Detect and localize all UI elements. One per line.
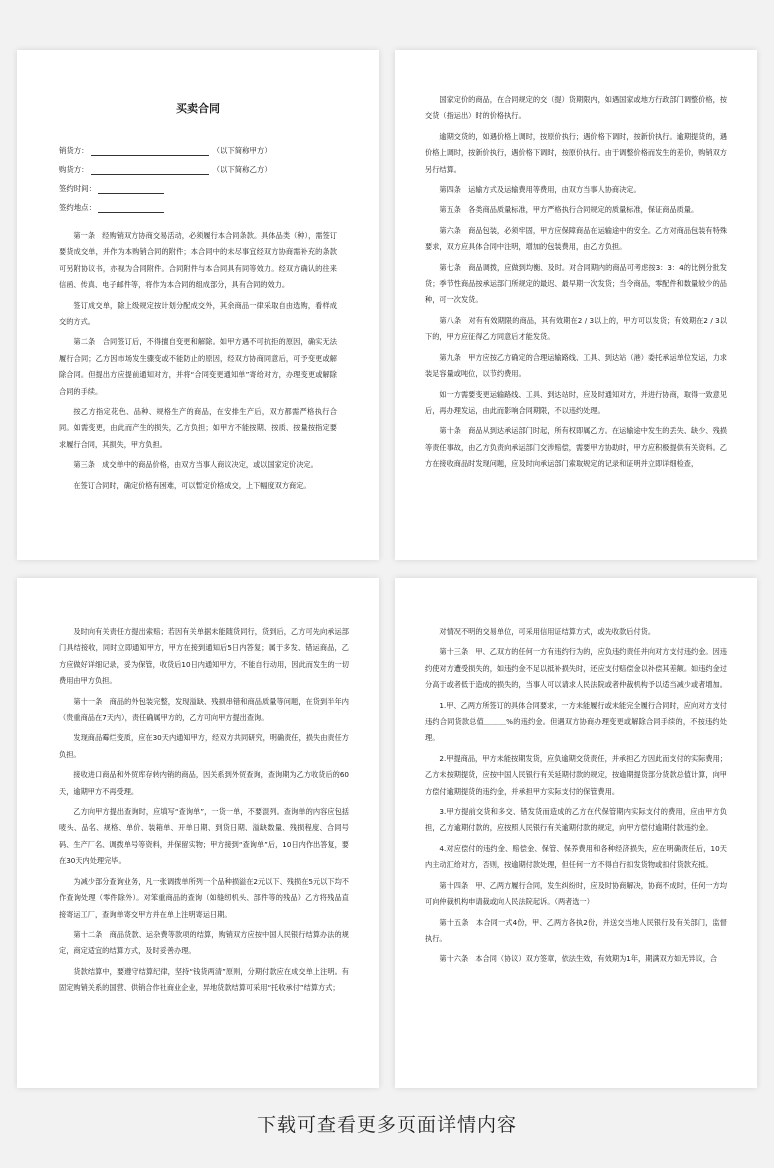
contract-paragraph: 第十五条 本合同一式4份，甲、乙两方各执2份，并送交当地人民银行及有关部门，监督执行。 [425,917,727,943]
contract-paragraph: 第十三条 甲、乙双方的任何一方有违约行为的，应负违约责任并向对方支付违约金。因违约使对方遭受损失的，如违约金不足以抵补损失时，还应支付赔偿金以补偿其差额。如违约金过分高于或者低于造成的损失的，当事人可以请求人民法院或者仲裁机构予以适当减少或者增加。 [425,647,727,690]
contract-paragraph: 2.甲提商品，甲方未能按期发货，应负逾期交货责任，并承担乙方因此而支付的实际费用；乙方未按期提货，应按中国人民银行有关延期付款的规定，按逾期提货部分货款总值计算，向甲方偿付逾期提货的违约金，并承担甲方实际支付的保管费用。 [425,753,727,796]
seller-blank-line [91,147,209,156]
contract-paragraph: 如一方需要变更运输路线、工具、到达站时，应及时通知对方，并进行协商，取得一致意见后，再办理发运，由此而影响合同期限，不以违约处理。 [425,389,727,415]
contract-paragraph: 第七条 商品调拨，应做到均衡、及时。对合同期内的商品可考虑按3：3：4的比例分批发货；季节性商品按承运部门所规定的最迟、最早期一次发货；当令商品，零配件和数量较少的品种，可一次发货。 [425,262,727,305]
signing-place-blank-line [98,204,164,213]
page2-body [425,92,727,473]
contract-paragraph: 及时向有关责任方提出索赔；若因有关单据未能随货同行，货到后，乙方可先向承运部门具结接收，同时立即通知甲方，甲方在接到通知后5日内答复；属于多发、错运商品，乙方应做好详细记录，妥为保管，收货后10日内通知甲方，不能自行动用，因此而发生的一切费用由甲方负担。 [59,627,349,686]
contract-paragraph: 1.甲、乙两方所签订的具体合同要求，一方未能履行或未能完全履行合同时，应向对方支付违约合同货款总值＿＿＿%的违约金。但遇双方协商办理变更或解除合同手续的，不按违约处理。 [425,700,727,743]
contract-paragraph: 为减少部分查询业务，凡一张调拨单所列一个品种损溢在2元以下、残损在5元以下均不作查询处理（零件除外）。对笨重商品的查询（如缝纫机头、部件等的残品）乙方将残品直接寄运工厂，查询单寄交甲方并在单上注明寄运日期。 [59,876,349,919]
contract-paragraph: 第五条 各类商品质量标准，甲方严格执行合同规定的质量标准，保证商品质量。 [439,205,699,215]
contract-paragraph: 第十一条 商品的外包装完整，发现溢缺、残损串错和商品质量等问题，在货到半年内（贵重商品在7天内），责任确属甲方的，乙方可向甲方提出查询。 [59,696,349,723]
contract-paragraph: 第十六条 本合同（协议）双方签章，依法生效，有效期为1年，期满双方如无异议，合 [439,954,718,964]
contract-page-1 [17,50,379,560]
contract-paragraph: 第二条 合同签订后，不得擅自变更和解除。如甲方遇不可抗拒的原因，确实无法履行合同；乙方因市场发生骤变或不能防止的原因，经双方协商同意后，可予变更或解除合同。但提出方应提前通知对方，并将“合同变更通知单”寄给对方，办理变更或解除合同的手续。 [59,337,337,396]
contract-paragraph: 签订成交单，除上级规定按计划分配成交外，其余商品一律采取自由选购，看样成交的方式。 [59,300,337,327]
seller-field [59,146,337,156]
contract-page-4 [395,578,757,1088]
signing-place-field [59,203,337,213]
buyer-suffix: （以下简称乙方） [212,165,272,174]
page4-body [425,624,727,968]
buyer-field [59,165,337,175]
contract-paragraph: 乙方向甲方提出查询时，应填写“查询单”，一货一单，不要混列。查询单的内容应包括唛头、品名、规格、单价、装箱单、开单日期、到货日期、溢缺数量、残损程度、合同号码、生产厂名、调拨单号等资料，并保留实物；甲方接到“查询单”后，10日内作出答复，要在30天内处理完毕。 [59,807,349,866]
contract-page-3 [17,578,379,1088]
buyer-label: 购货方： [59,165,89,174]
contract-paragraph: 4.对应偿付的违约金、赔偿金、保管、保养费用和各种经济损失，应在明确责任后，10天内主动汇给对方，否则，按逾期付款处理，但任何一方不得自行扣发货物或扣付货款充抵。 [425,843,727,870]
contract-paragraph: 发现商品霉烂变质，应在30天内通知甲方，经双方共同研究，明确责任，损失由责任方负担。 [59,733,349,759]
signing-time-blank-line [98,185,164,194]
signing-place-label: 签约地点： [59,203,96,212]
signing-time-label: 签约时间： [59,184,96,193]
download-more-caption[interactable]: 下载可查看更多页面详情内容 [256,1114,517,1136]
contract-paragraph: 第十二条 商品货款、运杂费等款项的结算，购销双方应按中国人民银行结算办法的规定，商定适宜的结算方式，及时妥善办理。 [59,929,349,956]
contract-paragraph: 第三条 成交单中的商品价格，由双方当事人商议决定，或以国家定价决定。 [73,460,318,470]
party-fields [59,146,337,213]
contract-paragraph: 第十条 商品从到达承运部门时起，所有权即属乙方。在运输途中发生的丢失、缺少、残损等责任事故，由乙方负责向承运部门交涉赔偿，需要甲方协助时，甲方应积极提供有关资料。乙方在接收商品时发现问题，应及时向承运部门索取规定的记录和证明并立即详细检查， [425,426,727,469]
seller-label: 销货方： [59,146,89,155]
seller-suffix: （以下简称甲方） [212,146,272,155]
contract-paragraph: 第四条 运输方式及运输费用等费用，由双方当事人协商决定。 [439,185,641,195]
contract-paragraph: 对情况不明的交易单位，可采用信用证结算方式，或先收款后付货。 [439,627,656,636]
page3-body [59,624,349,997]
contract-paragraph: 第六条 商品包装，必须牢固，甲方应保障商品在运输途中的安全。乙方对商品包装有特殊要求，双方应具体合同中注明，增加的包装费用，由乙方负担。 [425,225,727,252]
contract-paragraph: 货款结算中，要遵守结算纪律，坚持“钱货两清”原则，分期付款应在成交单上注明。有固定购销关系的国营、供销合作社商业企业，异地货款结算可采用“托收承付”结算方式； [59,966,349,993]
document-title: 买卖合同 [176,102,220,115]
contract-paragraph: 3.甲方提前交货和多交、错发货而造成的乙方在代保管期内实际支付的费用，应由甲方负担，乙方逾期付款的，应按照人民银行有关逾期付款的规定，向甲方偿付逾期付款违约金。 [425,807,727,833]
contract-paragraph: 第十四条 甲、乙两方履行合同，发生纠纷时，应及时协商解决，协商不成时，任何一方均可向仲裁机构申请裁或向人民法院起诉。（两者选一） [425,880,727,907]
contract-paragraph: 第九条 甲方应按乙方确定的合理运输路线、工具、到达站（港）委托承运单位发运，力求装足容量或吨位，以节约费用。 [425,352,727,379]
contract-paragraph: 接收进口商品和外贸库存转内销的商品，因关系到外贸查询，查询期为乙方收货后的60天，逾期甲方不再受理。 [59,770,349,796]
contract-paragraph: 在签订合同时，确定价格有困难，可以暂定价格成交，上下幅度双方商定。 [73,480,311,490]
signing-time-field [59,184,337,194]
contract-paragraph: 按乙方指定花色、品种、规格生产的商品，在安排生产后，双方都需严格执行合同。如需变更，由此而产生的损失，乙方负担；如甲方不能按期、按质、按量按指定要求履行合同，其损失，甲方负担。 [59,407,337,449]
contract-page-2 [395,50,757,560]
buyer-blank-line [91,166,209,175]
contract-paragraph: 逾期交货的，如遇价格上调时，按原价执行；遇价格下调时，按新价执行。逾期提货的，遇价格上调时，按新价执行，遇价格下调时，按原价执行。由于调整价格而发生的差价，购销双方另行结算。 [425,131,727,174]
contract-paragraph: 第八条 对有有效期限的商品，其有效期在2 / 3以上的，甲方可以发货；有效期在2 / 3以下的，甲方应征得乙方同意后才能发货。 [425,315,727,342]
page1-body [59,228,337,494]
contract-paragraph: 国家定价的商品，在合同规定的交（提）货期限内，如遇国家或地方行政部门调整价格，按交货（指运出）时的价格执行。 [425,95,727,121]
contract-paragraph: 第一条 经购销双方协商交易活动，必须履行本合同条款。具体品类（种），需签订要货成交单，并作为本购销合同的附件；本合同中的未尽事宜经双方协商需补充的条款可另附协议书，亦视为合同附件。合同附件与本合同具有同等效力。经双方确认的往来信函、传真、电子邮件等，将作为本合同的组成部分，具有合同的效力。 [59,231,337,290]
